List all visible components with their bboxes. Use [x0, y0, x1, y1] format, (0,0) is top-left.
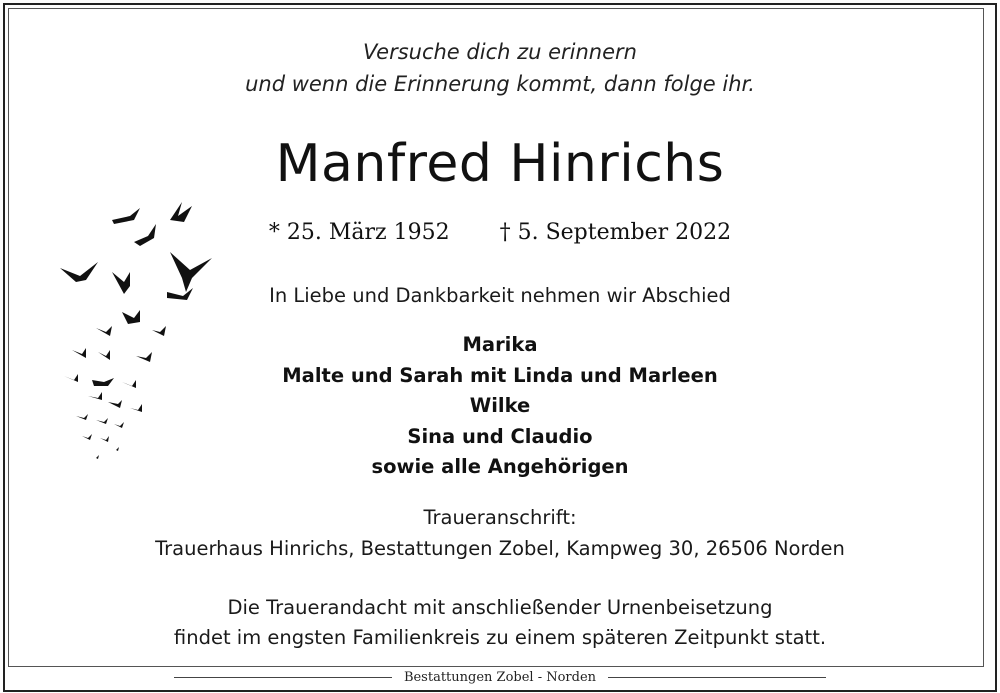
farewell-line: In Liebe und Dankbarkeit nehmen wir Abschied	[269, 284, 731, 307]
mourner-line: sowie alle Angehörigen	[371, 455, 629, 478]
quote-line-1: Versuche dich zu erinnern	[363, 40, 637, 64]
footer	[0, 667, 1000, 687]
address-line: Trauerhaus Hinrichs, Bestattungen Zobel, Kampweg 30, 26506 Norden	[155, 537, 845, 560]
death-date: † 5. September 2022	[499, 220, 732, 245]
mourner-line: Wilke	[469, 394, 531, 417]
deceased-name: Manfred Hinrichs	[275, 134, 725, 194]
mourner-line: Marika	[462, 333, 538, 356]
footer-rule-right	[608, 677, 826, 678]
service-line-1: Die Trauerandacht mit anschließender Urnenbeisetzung	[227, 596, 773, 619]
service-line-2: findet im engsten Familienkreis zu einem späteren Zeitpunkt statt.	[173, 626, 827, 649]
quote-line-2: und wenn die Erinnerung kommt, dann folge ihr.	[245, 72, 755, 96]
footer-rule-left	[174, 677, 392, 678]
mourner-line: Malte und Sarah mit Linda und Marleen	[282, 364, 718, 387]
birth-date: * 25. März 1952	[268, 220, 450, 245]
mourner-line: Sina und Claudio	[407, 425, 593, 448]
address-label: Traueranschrift:	[423, 506, 577, 529]
footer-text: Bestattungen Zobel - Norden	[403, 669, 597, 685]
life-dates	[0, 220, 1000, 245]
